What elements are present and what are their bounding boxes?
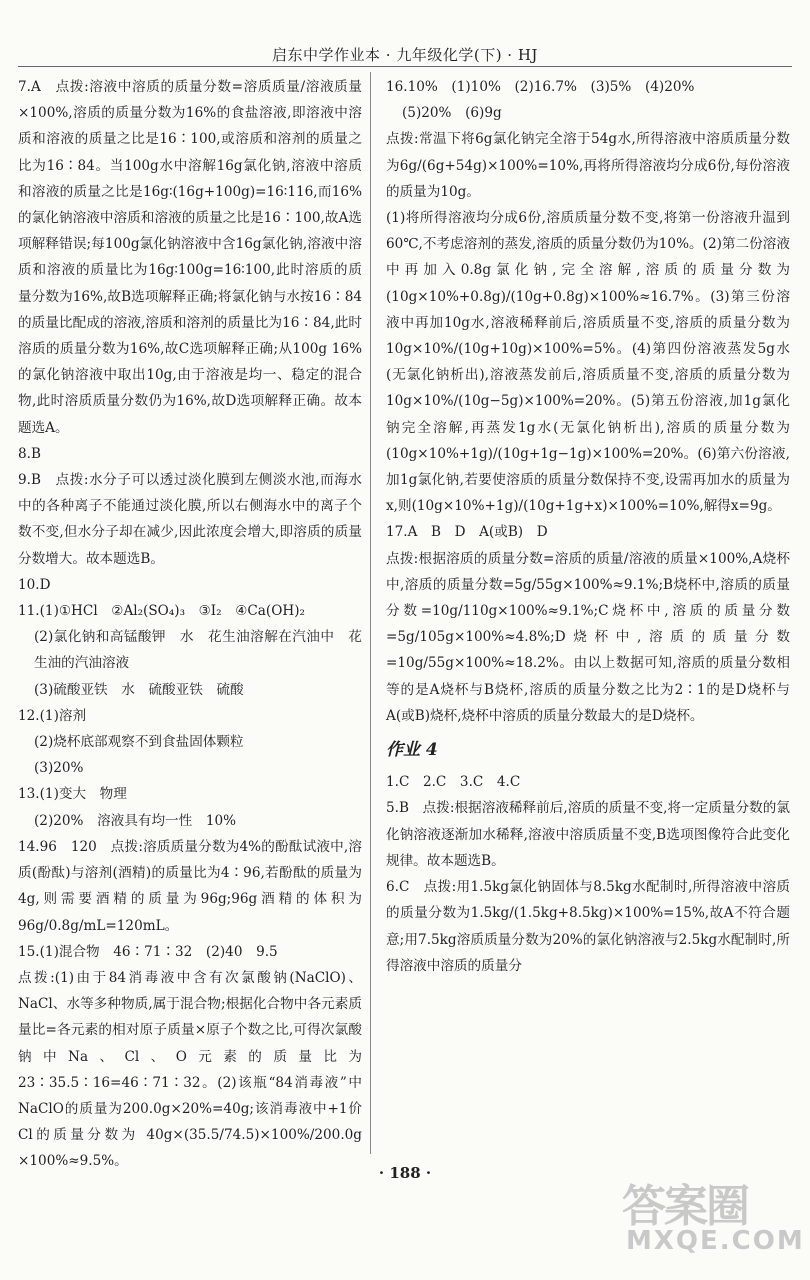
answer-5: 5.B 点拨:根据溶液稀释前后,溶质的质量不变,将一定质量分数的氯化钠溶液逐渐加水稀释,溶液中溶质质量不变,B选项图像符合此变化规律。故本题选B。 (386, 800, 790, 869)
section-heading-homework-4: 作业 4 (386, 740, 438, 761)
answer-12-part-3: (3)20% (34, 760, 84, 777)
answer-12: 12.(1)溶剂 (18, 707, 87, 724)
answer-11: 11.(1)①HCl ②Al₂(SO₄)₃ ③I₂ ④Ca(OH)₂ (18, 603, 305, 620)
answer-9: 9.B 点拨:水分子可以透过淡化膜到左侧淡水池,而海水中的各种离子不能通过淡化膜,所以右侧海水中的离子个数不变,但水分子却在减少,因此浓度会增大,即溶质的质量分数增大。故本题选B。 (18, 472, 362, 567)
answer-14: 14.96 120 点拨:溶质质量分数为4%的酚酞试液中,溶质(酚酞)与溶剂(酒精)的质量比为4∶96,若酚酞的质量为4g,则需要酒精的质量为96g;96g酒精的体积为 96g/0.8g/mL=120mL。 (18, 838, 362, 934)
right-column (386, 74, 790, 979)
answer-10: 10.D (18, 576, 51, 593)
answer-8: 8.B (18, 445, 41, 462)
answers-1-4: 1.C 2.C 3.C 4.C (386, 774, 521, 791)
column-divider (370, 72, 371, 1154)
answer-11-part-3: (3)硫酸亚铁 水 硫酸亚铁 硫酸 (34, 681, 244, 698)
answer-16-part-5-6: (5)20% (6)9g (402, 105, 502, 122)
watermark-text: 答案圈 (622, 1181, 748, 1232)
running-header: 启东中学作业本 · 九年级化学(下) · HJ (272, 46, 538, 64)
watermark-url: MXQE.COM (626, 1226, 805, 1256)
header-rule (18, 66, 792, 67)
page-number: · 188 · (378, 1164, 432, 1182)
answer-15: 15.(1)混合物 46∶71∶32 (2)40 9.5 (18, 943, 278, 960)
answer-7: 7.A 点拨:溶液中溶质的质量分数=溶质质量/溶液质量×100%,溶质的质量分数为16%的食盐溶液,即溶液中溶质和溶液的质量之比是16∶100,或溶质和溶剂的质量之比为16∶84。当100g水中溶解16g氯化钠,溶液中溶质和溶液的质量之比是16g∶(16g+100g)=16∶116,而16%的氯化钠溶液中溶质和溶液的质量之比是16∶100,故A选项解释错误;每100g氯化钠溶液中含16g氯化钠,溶液中溶质和溶液的质量比为16g∶100g=16∶100,此时溶质的质量分数为16%,故B选项解释正确;将氯化钠与水按16∶84的质量比配成的溶液,溶质和溶剂的质量比为16∶84,此时溶质的质量分数为16%,故C选项解释正确;从100g 16%的氯化钠溶液中取出10g,由于溶液是均一、稳定的混合物,此时溶质质量分数仍为16%,故D选项解释正确。故本题选A。 (18, 79, 362, 436)
answer-11-part-2: (2)氯化钠和高锰酸钾 水 花生油溶解在汽油中 花生油的汽油溶液 (34, 629, 362, 672)
answer-15-explanation: 点拨:(1)由于84消毒液中含有次氯酸钠(NaClO)、NaCl、水等多种物质,属于混合物;根据化合物中各元素质量比=各元素的相对原子质量×原子个数之比,可得次氯酸钠中Na、Cl、O元素的质量比为23∶35.5∶16=46∶71∶32。(2)该瓶“84消毒液”中NaClO的质量为200.0g×20%=40g;该消毒液中+1价Cl的质量分数为 40g×(35.5/74.5)×100%/200.0g ×100%≈9.5%。 (18, 969, 362, 1170)
answer-12-part-2: (2)烧杯底部观察不到食盐固体颗粒 (34, 734, 244, 751)
answer-6: 6.C 点拨:用1.5kg氯化钠固体与8.5kg水配制时,所得溶液中溶质的质量分数为1.5kg/(1.5kg+8.5kg)×100%=15%,故A不符合题意;用7.5kg溶质质量分数为20%的氯化钠溶液与2.5kg水配制时,所得溶液中溶质的质量分 (386, 879, 790, 974)
answer-17-explanation: 点拨:根据溶质的质量分数=溶质的质量/溶液的质量×100%,A烧杯中,溶质的质量分数=5g/55g×100%≈9.1%;B烧杯中,溶质的质量分数=10g/110g×100%≈9.1%;C烧杯中,溶质的质量分数=5g/105g×100%≈4.8%;D烧杯中,溶质的质量分数=10g/55g×100%≈18.2%。由以上数据可知,溶质的质量分数相等的是A烧杯与B烧杯,溶质的质量分数之比为2∶1的是D烧杯与A(或B)烧杯,烧杯中溶质的质量分数最大的是D烧杯。 (386, 550, 790, 724)
left-column (18, 74, 362, 1175)
answer-13-part-2: (2)20% 溶液具有均一性 10% (34, 812, 237, 829)
answer-16-explanation: (1)将所得溶液均分成6份,溶质质量分数不变,将第一份溶液升温到60℃,不考虑溶剂的蒸发,溶质的质量分数仍为10%。(2)第二份溶液中再加入0.8g氯化钠,完全溶解,溶质的质量分数为(10g×10%+0.8g)/(10g+0.8g)×100%≈16.7%。(3)第三份溶液中再加10g水,溶液稀释前后,溶质质量不变,溶质的质量分数为10g×10%/(10g+10g)×100%=5%。(4)第四份溶液蒸发5g水(无氯化钠析出),溶液蒸发前后,溶质质量不变,溶质的质量分数为10g×10%/(10g−5g)×100%=20%。(5)第五份溶液,加1g氯化钠完全溶解,再蒸发1g水(无氯化钠析出),溶质的质量分数为(10g×10%+1g)/(10g+1g−1g)×100%=20%。(6)第六份溶液,加1g氯化钠,若要使溶质的质量分数保持不变,设需再加水的质量为x,则(10g×10%+1g)/(10g+1g+x)×100%=10%,解得x=9g。 (386, 210, 790, 515)
answer-16: 16.10% (1)10% (2)16.7% (3)5% (4)20% (386, 79, 695, 95)
watermark-logo (616, 1168, 805, 1268)
answer-13: 13.(1)变大 物理 (18, 786, 127, 803)
answer-17: 17.A B D A(或B) D (386, 524, 548, 541)
answer-16-hint: 点拨:常温下将6g氯化钠完全溶于54g水,所得溶液中溶质质量分数为6g/(6g+54g)×100%=10%,再将所得溶液均分成6份,每份溶液的质量为10g。 (386, 131, 790, 200)
